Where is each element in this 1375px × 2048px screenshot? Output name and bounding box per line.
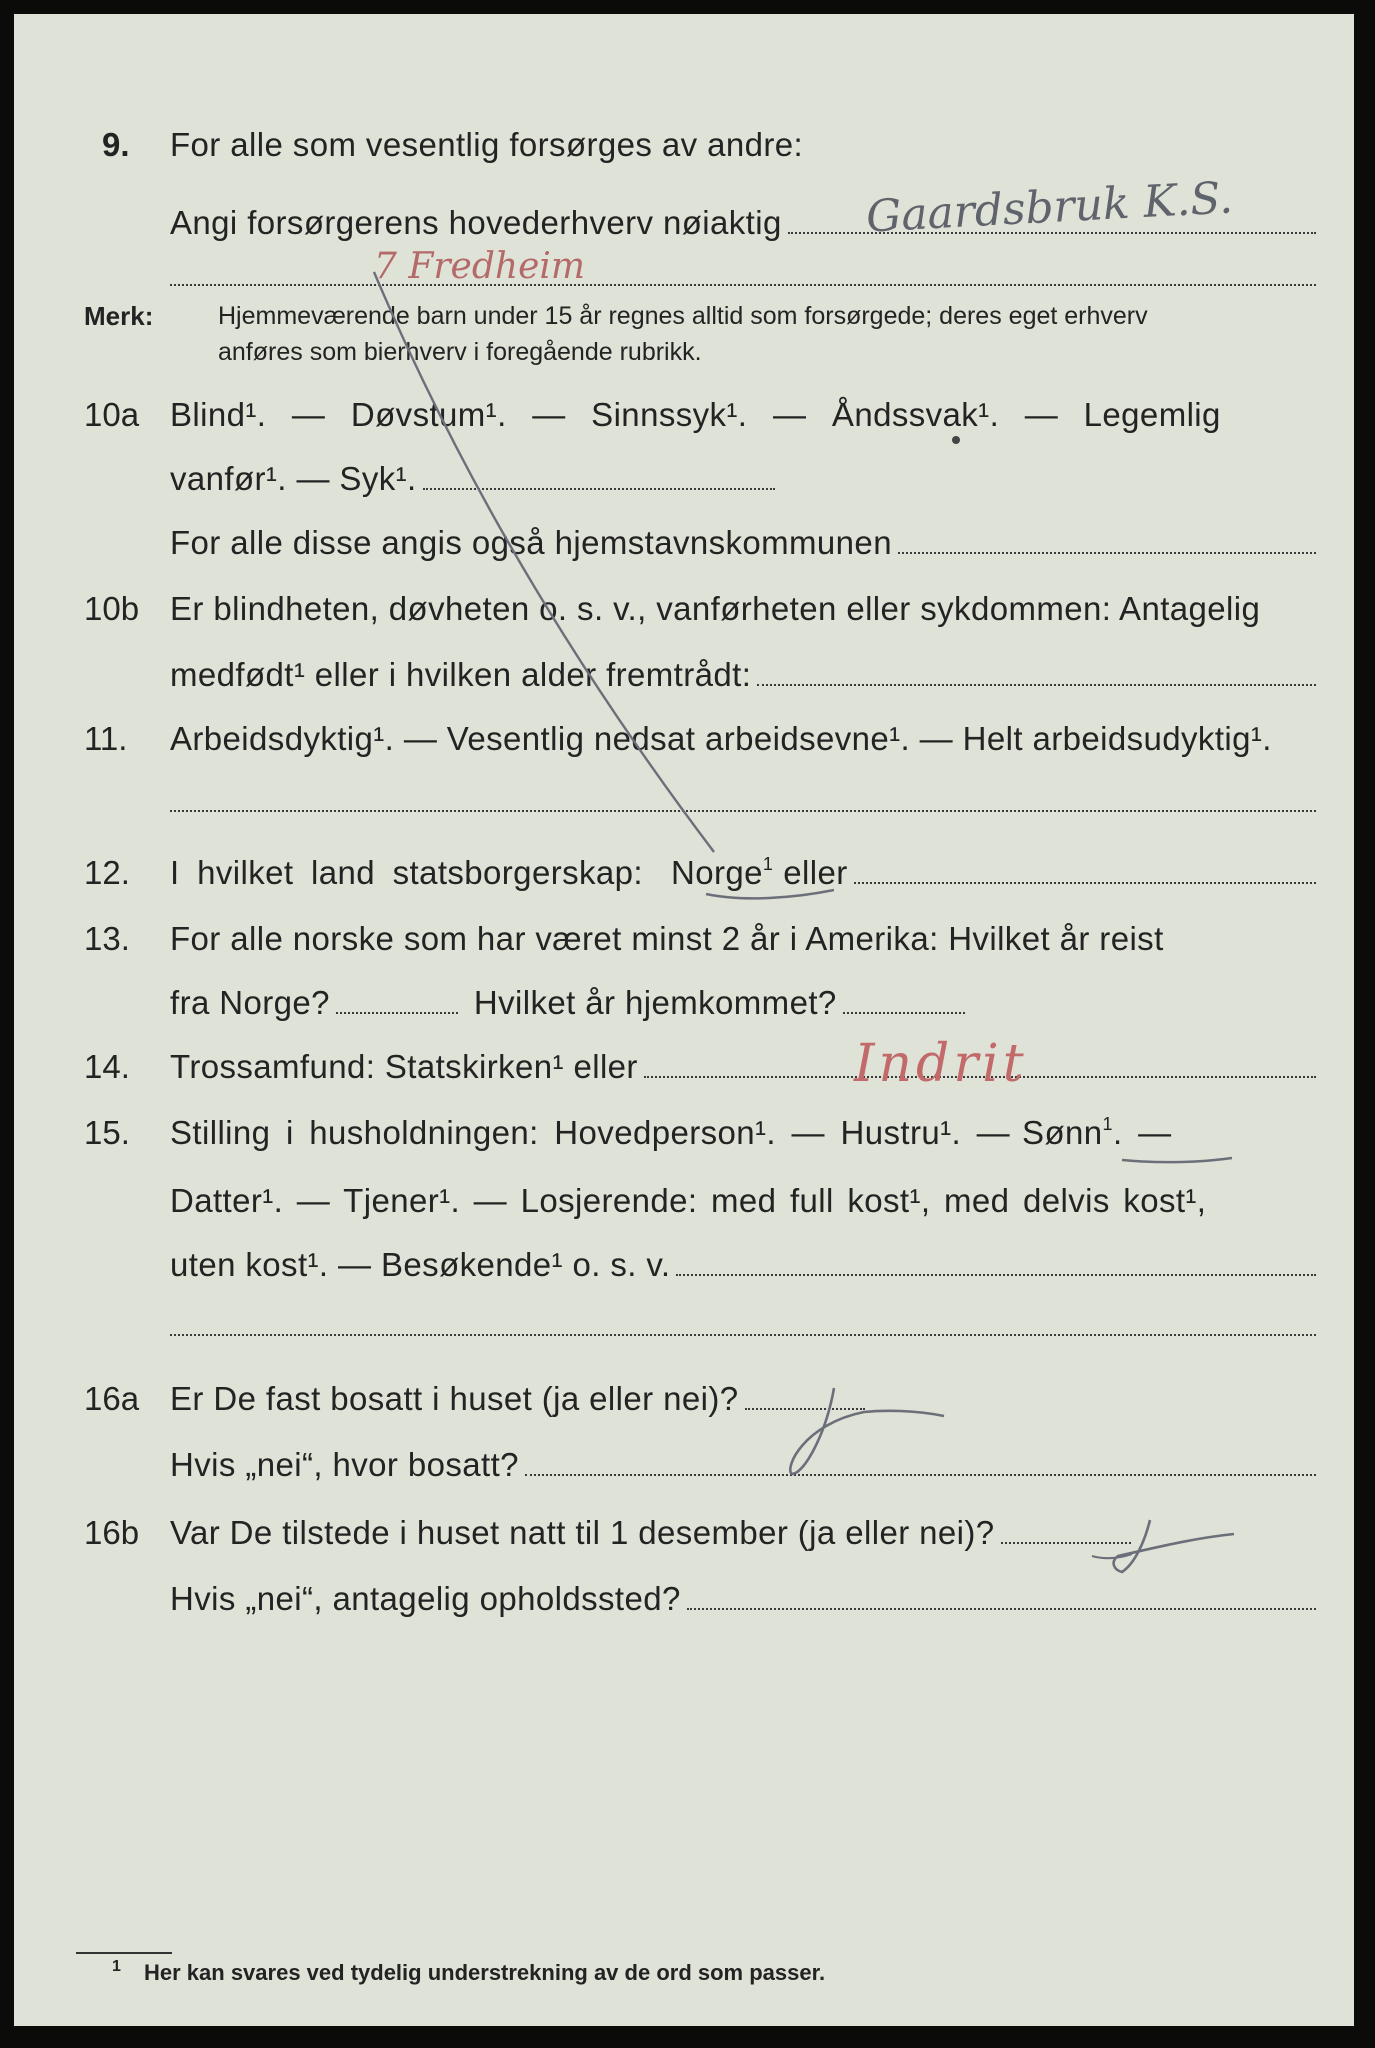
- q12-norge-text: Norge: [670, 854, 763, 891]
- q10b-number: 10b: [84, 590, 140, 627]
- q14-answer-line[interactable]: [644, 1076, 1316, 1078]
- merk-line2: anføres som bierhverv i foregående rubrikk.: [218, 338, 702, 366]
- footnote-text: Her kan svares ved tydelig understrekning av de ord som passer.: [144, 1960, 826, 1985]
- q15-answer-line-2[interactable]: [170, 1334, 1316, 1336]
- q15-line1c-text: . —: [1112, 1114, 1172, 1151]
- q13-number: 13.: [84, 920, 130, 957]
- q15-line3-text: uten kost¹. — Besøkende¹ o. s. v.: [170, 1246, 671, 1283]
- q14-line: [170, 1048, 1316, 1086]
- footnote-ref: 1: [1102, 1114, 1113, 1134]
- q16a-answer-line[interactable]: [745, 1408, 865, 1410]
- q9-handwritten-answer: Gaardsbruk K.S.: [864, 172, 1235, 243]
- q15-answer-line[interactable]: [676, 1274, 1316, 1276]
- q14-handwritten-answer: Indrit: [854, 1034, 1028, 1094]
- q10b-line2: [170, 656, 1316, 694]
- q15-line1a-text: Stilling i husholdningen: Hovedperson¹. — Hustru¹. —: [170, 1114, 1011, 1151]
- q15-line3: [170, 1246, 1316, 1284]
- q14-number: 14.: [84, 1048, 130, 1085]
- q12-post-text: eller: [783, 854, 848, 891]
- q10a-line3-text: For alle disse angis også hjemstavnskommunen: [170, 524, 892, 561]
- q13-line1: For alle norske som har været minst 2 år i Amerika: Hvilket år reist: [170, 920, 1164, 957]
- q9-question-line2: [170, 204, 1316, 242]
- q16a-number: 16a: [84, 1380, 140, 1417]
- q10a-line1: Blind¹. — Døvstum¹. — Sinnssyk¹. — Åndssvak¹. — Legemlig: [170, 396, 1221, 433]
- footnote-rule: [76, 1952, 172, 1954]
- footnote-ref: 1: [762, 854, 774, 874]
- q10a-hjemstavn-answer-line[interactable]: [898, 552, 1316, 554]
- q16b-line1: [170, 1514, 1131, 1552]
- q12-line: [170, 854, 1316, 892]
- q10b-line2-text: medfødt¹ eller i hvilken alder fremtrådt:: [170, 656, 752, 693]
- q15-number: 15.: [84, 1114, 130, 1151]
- q16a-line2: [170, 1446, 1316, 1484]
- q13-year-left-answer-line[interactable]: [336, 1012, 458, 1014]
- q16a-line2-text: Hvis „nei“, hvor bosatt?: [170, 1446, 519, 1483]
- q11-number: 11.: [84, 720, 128, 757]
- q10b-answer-line[interactable]: [757, 684, 1316, 686]
- q10a-line2-text: vanfør¹. — Syk¹.: [170, 460, 417, 497]
- q16a-where-answer-line[interactable]: [525, 1474, 1316, 1476]
- q16b-place-answer-line[interactable]: [687, 1608, 1316, 1610]
- ja-mark-16b: [1114, 1520, 1234, 1572]
- q9-answer-line[interactable]: [788, 232, 1316, 234]
- q10a-syk-answer-line[interactable]: [423, 488, 775, 490]
- ja-mark-16b-tail: [1092, 1554, 1132, 1558]
- q10a-line3: [170, 524, 1316, 562]
- q11-line1: Arbeidsdyktig¹. — Vesentlig nedsat arbeidsevne¹. — Helt arbeidsudyktig¹.: [170, 720, 1272, 757]
- q10b-line1: Er blindheten, døvheten o. s. v., vanførheten eller sykdommen: Antagelig: [170, 590, 1261, 627]
- q16b-answer-line[interactable]: [1001, 1542, 1131, 1544]
- q16b-line2-text: Hvis „nei“, antagelig opholdssted?: [170, 1580, 681, 1617]
- q15-sonn-text: Sønn: [1022, 1114, 1103, 1151]
- q15-line1: [170, 1114, 1171, 1152]
- q12-pre-text: I hvilket land statsborgerskap:: [170, 854, 643, 891]
- q9-handwritten-note: 7 Fredheim: [374, 246, 586, 287]
- q14-text: Trossamfund: Statskirken¹ eller: [170, 1048, 638, 1085]
- sonn-underline: [1122, 1158, 1232, 1162]
- q15-line2: Datter¹. — Tjener¹. — Losjerende: med full kost¹, med delvis kost¹,: [170, 1182, 1207, 1219]
- q16b-line2: [170, 1580, 1316, 1618]
- q11-answer-line[interactable]: [170, 810, 1316, 812]
- q16a-line1: [170, 1380, 865, 1418]
- q9-line2-text: Angi forsørgerens hovederhverv nøiaktig: [170, 204, 782, 241]
- q10a-number: 10a: [84, 396, 140, 433]
- q13-line2a-text: fra Norge?: [170, 984, 330, 1021]
- ink-dot: [952, 436, 960, 444]
- census-form-page: [14, 14, 1354, 2026]
- q16a-line1-text: Er De fast bosatt i huset (ja eller nei)?: [170, 1380, 739, 1417]
- q15-sonn-option[interactable]: [1022, 1114, 1113, 1152]
- q13-line2: [170, 984, 965, 1022]
- q16b-line1-text: Var De tilstede i huset natt til 1 desember (ja eller nei)?: [170, 1514, 995, 1551]
- q16b-number: 16b: [84, 1514, 140, 1551]
- q12-answer-line[interactable]: [854, 882, 1316, 884]
- q9-question-line1: For alle som vesentlig forsørges av andre:: [170, 126, 804, 163]
- q12-number: 12.: [84, 854, 130, 891]
- q9-number: 9.: [102, 126, 130, 163]
- footnote-mark: 1: [112, 1958, 121, 1975]
- merk-line1: Hjemmeværende barn under 15 år regnes alltid som forsørgede; deres eget erhverv: [218, 302, 1148, 330]
- q9-answer-line-2[interactable]: [170, 284, 1316, 286]
- q13-line2b-text: Hvilket år hjemkommet?: [473, 984, 837, 1021]
- q10a-line2: [170, 460, 775, 498]
- q13-year-returned-answer-line[interactable]: [843, 1012, 965, 1014]
- q12-norge-option[interactable]: [671, 854, 773, 892]
- merk-label: Merk:: [84, 301, 154, 331]
